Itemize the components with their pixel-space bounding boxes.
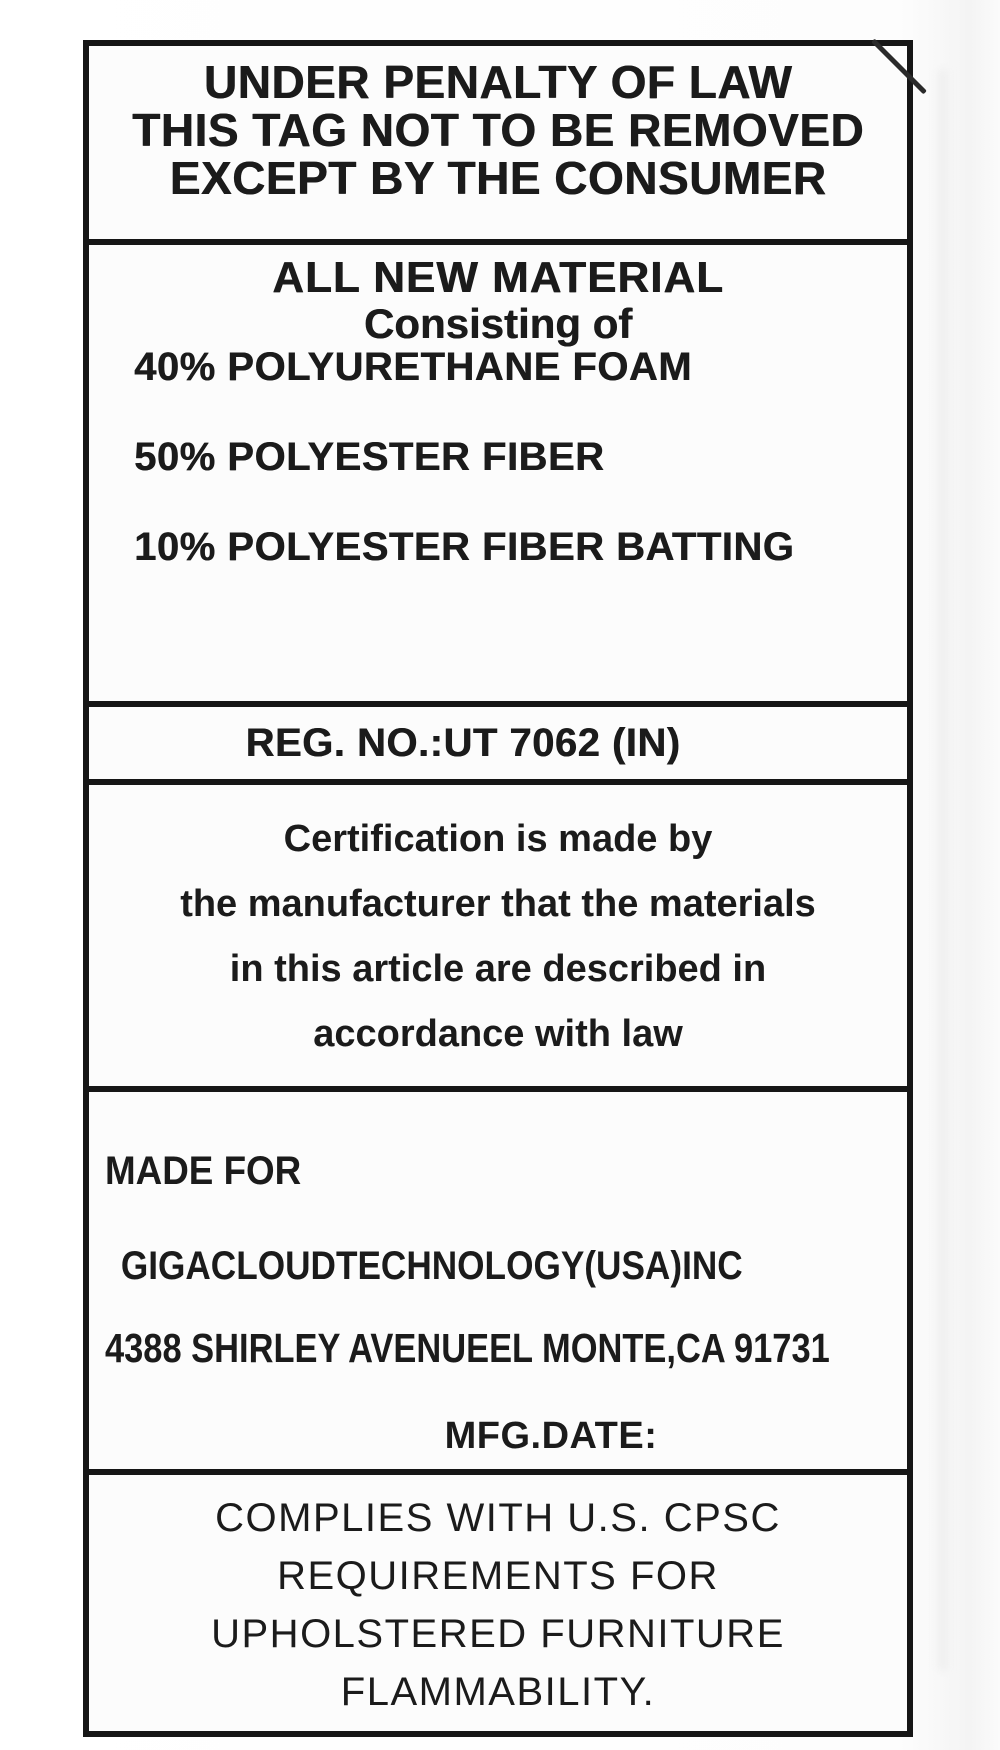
compliance-line: FLAMMABILITY. bbox=[340, 1670, 656, 1714]
scan-edge-shadow bbox=[938, 70, 948, 1670]
penalty-line: UNDER PENALTY OF LAW bbox=[203, 56, 793, 108]
material-item: 10% POLYESTER FIBER BATTING bbox=[134, 525, 795, 569]
materials-section bbox=[89, 245, 907, 707]
penalty-notice-section bbox=[89, 46, 907, 245]
made-for-section bbox=[89, 1092, 907, 1475]
certification-line: in this article are described in bbox=[229, 948, 767, 990]
materials-heading: ALL NEW MATERIAL bbox=[272, 253, 724, 302]
compliance-line: REQUIREMENTS FOR bbox=[277, 1554, 719, 1598]
penalty-line: EXCEPT BY THE CONSUMER bbox=[169, 152, 827, 204]
mfg-date-label: MFG.DATE: bbox=[444, 1415, 658, 1457]
company-name: GIGACLOUDTECHNOLOGY(USA)INC bbox=[120, 1244, 743, 1288]
penalty-line: THIS TAG NOT TO BE REMOVED bbox=[132, 104, 864, 156]
compliance-line: UPHOLSTERED FURNITURE bbox=[211, 1612, 785, 1656]
materials-subheading: Consisting of bbox=[363, 300, 633, 347]
compliance-section bbox=[89, 1475, 907, 1731]
compliance-line: COMPLIES WITH U.S. CPSC bbox=[215, 1496, 781, 1540]
certification-line: the manufacturer that the materials bbox=[180, 883, 816, 925]
registration-number: REG. NO.:UT 7062 (IN) bbox=[245, 721, 681, 765]
material-item: 40% POLYURETHANE FOAM bbox=[134, 345, 692, 389]
certification-line: accordance with law bbox=[313, 1013, 683, 1055]
material-item: 50% POLYESTER FIBER bbox=[134, 435, 605, 479]
certification-section bbox=[89, 785, 907, 1092]
made-for-label: MADE FOR bbox=[105, 1149, 302, 1193]
registration-section bbox=[89, 707, 907, 785]
law-label bbox=[83, 40, 913, 1737]
company-address: 4388 SHIRLEY AVENUEEL MONTE,CA 91731 bbox=[105, 1325, 830, 1371]
certification-line: Certification is made by bbox=[283, 818, 713, 860]
